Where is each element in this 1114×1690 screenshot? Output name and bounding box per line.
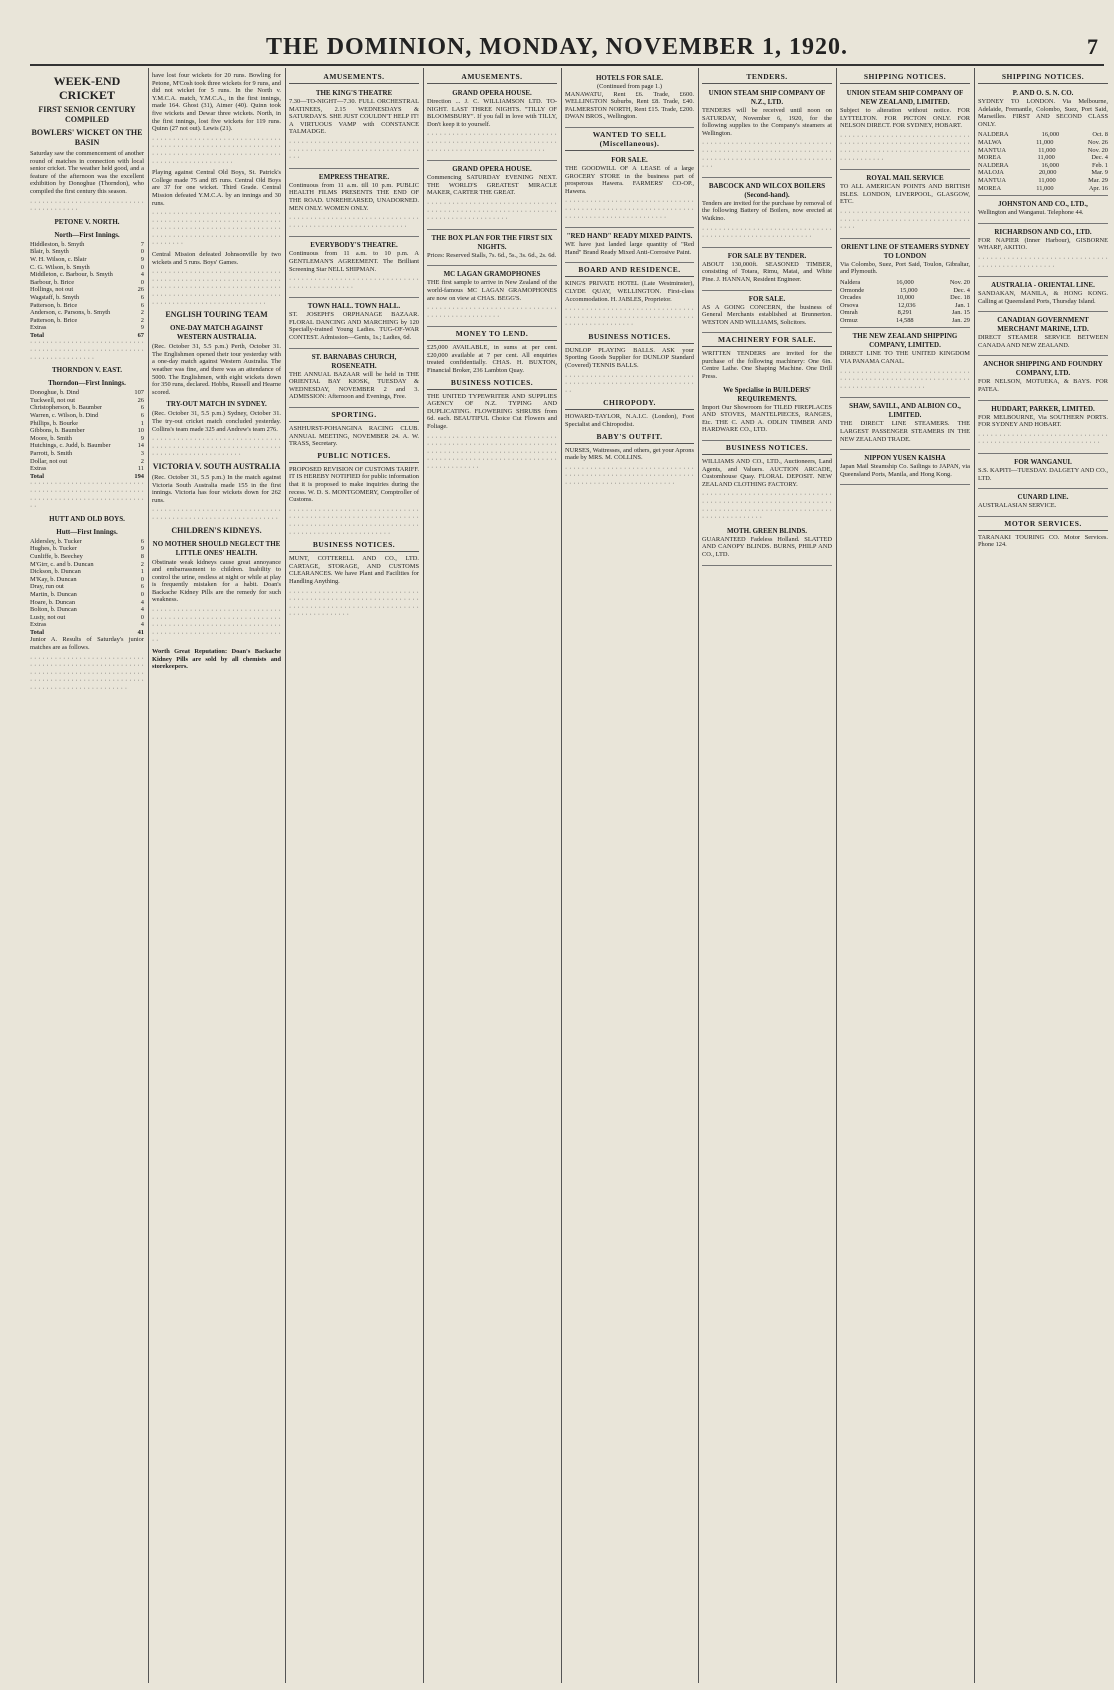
column-rule — [836, 68, 837, 1683]
article-filler: · · · · · · · · · · · · · · · · · · · · · · · · · · · · · · · · · · · · · · · · · · · · · · · · · · · · · · · · · · · · · · · · · · · · · · · · · · · · · · · · · · · · · · · · · · · · · · · · · · · · · · · · · · · · · · · · · · · · · · — [289, 506, 419, 537]
score-row: Extras 4 — [30, 621, 144, 629]
score-row: Anderson, c. Parsons, b. Smyth 2 — [30, 309, 144, 317]
section-heading-machinery: MACHINERY FOR SALE. — [702, 335, 832, 347]
article-filler: · · · · · · · · · · · · · · · · · · · · · · · · · · · · · · · · · · · · · · · · · · · · · · · · · · · · · · · · · · · · · · · · · · · · · · · · · · · · · · · · · · · · · · · · · · · · · · · · · · · · · · · · · · · · · · · · · · · · · · · · · · · · · · · · · · · · · · · · · — [427, 433, 557, 471]
headline-victoria: VICTORIA V. SOUTH AUSTRALIA — [152, 461, 281, 471]
advert-union-steam-ship: UNION STEAM SHIP COMPANY OF NEW ZEALAND, LIMITED. Subject to alteration without notice. FOR LYTTELTON. FOR PICTON ONLY. FOR NELSON DIRECT. FOR SYDNEY, HOBART. · · · · · · · · · · · · · · · · · · · · · · · · · · · · · · · · · · · · · · · · · · · · · · · · · · · · · · · · · · · · · · · · · · · · · · · · · · · · · · · · · · · · · · · · · · · · · · · · · · · · · · · · — [840, 87, 970, 170]
score-row: M'Girr, c. and b. Duncan 2 — [30, 560, 144, 568]
advert-carter-the-great: GRAND OPERA HOUSE. Commencing SATURDAY EVENING NEXT. THE WORLD'S GREATEST MIRACLE MAKER, CARTER THE GREAT. · · · · · · · · · · · · · · · · · · · · · · · · · · · · · · · · · · · · · · · · · · · · · · · · · · · · · · · · · · · · · · · · · · · · · · · · · · · · · · · · · · — [427, 163, 557, 230]
score-row: Parrott, b. Smith 3 — [30, 450, 144, 457]
section-heading-public-notices: PUBLIC NOTICES. — [289, 451, 419, 463]
innings-heading: North—First Innings. — [54, 230, 120, 239]
article-filler: · · · · · · · · · · · · · · · · · · · · · · · · · · · · · · · · · · · · · · · · · · · · · · · · · · · · · · · · · · · · · · · · — [565, 372, 694, 395]
advert-blinds: MOTH. GREEN BLINDS. GUARANTEED Fadeless Holland. SLATTED AND CANOPY BLINDS. BURNS, PHILP AND CO., LTD. — [702, 525, 832, 566]
sailing-row: Orsova 12,036 Jan. 1 — [840, 301, 970, 309]
article-body: (Rec. October 31, 5.5 p.m.) In the match against Victoria South Australia made 155 in the first innings. Victoria has four wickets down for 262 runs. — [152, 473, 281, 504]
advert-footer: Worth Great Reputation: Doan's Backache Kidney Pills are sold by all chemists and storekeepers. — [152, 648, 281, 671]
advert-anchor-shipping: ANCHOR SHIPPING AND FOUNDRY COMPANY, LTD. FOR NELSON, MOTUEKA, & BAYS. FOR PATEA. — [978, 358, 1108, 400]
section-heading-wanted: WANTED TO SELL (Miscellaneous). — [565, 130, 694, 151]
article-filler: · · · · · · · · · · · · · · · · · · · · · · · · · · · · · · · · · · · · · · · · · · · · · · · · · · · · · · · · · · · · · · · · · · · · · · · · · · · · · · · · · · · · · · · · · · · · · · · · · · · · · · · · · · · · — [289, 588, 419, 619]
score-total: Total 67 — [30, 331, 144, 339]
advert-boilers: BABCOCK AND WILCOX BOILERS (Second-hand). Tenders are invited for the purchase by removal of the following Battery of Boilers, now erected at Waikino. · · · · · · · · · · · · · · · · · · · · · · · · · · · · · · · · · · · · · · · · · · · · · · · · · · · · · · · · · · — [702, 180, 832, 248]
advert-orient-line: ORIENT LINE OF STEAMERS SYDNEY TO LONDON Via Colombo, Suez, Port Said, Toulon, Gibraltar, and Plymouth. Naldera 16,000 Nov. 20 Ormonde 15,000 Dec. 4 Orcades 10,000 Dec. 18 Orsova 12,036 Jan. 1 Omrah 8,291 Jan. 15 Ormuz 14,588 Jan. 29 — [840, 241, 970, 329]
score-row: Hollings, not out 26 — [30, 286, 144, 294]
score-row: Aldersley, b. Tucker 6 — [30, 537, 144, 545]
scorecard-petone — [30, 241, 144, 340]
masthead-rule — [30, 64, 1104, 66]
advert-johnston: JOHNSTON AND CO., LTD., Wellington and Wanganui. Telephone 44. — [978, 198, 1108, 224]
advert-kings-theatre: THE KING'S THEATRE 7.30—TO-NIGHT—7.30. FULL ORCHESTRAL MATINEES, 2.15 WEDNESDAYS & SATURDAYS. SHE JUST COULDN'T HELP IT! A VIRTUOUS VAMP with CONSTANCE TALMADGE. · · · · · · · · · · · · · · · · · · · · · · · · · · · · · · · · · · · · · · · · · · · · · · · · · · · · · · · · · · · · · · · · · — [289, 87, 419, 169]
subhead-english-team: ONE-DAY MATCH AGAINST WESTERN AUSTRALIA. — [169, 324, 264, 342]
sailing-row: Ormuz 14,588 Jan. 29 — [840, 316, 970, 324]
column-rule — [561, 68, 562, 1683]
match-heading-hutt: HUTT AND OLD BOYS. — [49, 514, 125, 523]
column-rule — [423, 68, 424, 1683]
sailing-table — [840, 279, 970, 325]
article-filler: · · · · · · · · · · · · · · · · · · · · · · · · · · · · · · · · · · · · · · · · · · · · · · · · · · · · · · · · · · · · · · · · · · · · · · · · · · · · · · · · · · · · — [152, 436, 281, 459]
advert-munt-cotterell: MUNT, COTTERELL AND CO., LTD. CARTAGE, STORAGE, AND CUSTOMS CLEARANCES. We have Plant and Facilities for Handling Anything. — [289, 555, 419, 585]
advert-chiropodist: HOWARD-TAYLOR, N.A.I.C. (London), Foot Specialist and Chiropodist. — [565, 413, 694, 429]
scorecard-thorndon — [30, 389, 144, 480]
article-filler: · · · · · · · · · · · · · · · · · · · · · · · · · · · · · · · · · · · · · · · · · · · · · · · · · · · · · · · · · · · · · · — [152, 507, 281, 522]
column-rule — [974, 68, 975, 1683]
score-row: Hoare, b. Duncan 4 — [30, 598, 144, 606]
advert-huddart-parker: HUDDART, PARKER, LIMITED. FOR MELBOURNE, Via SOUTHERN PORTS. FOR SYDNEY AND HOBART. · · · · · · · · · · · · · · · · · · · · · · · · · · · · · · · · · · · · · · · · · · · · · · · · · · · · · · · · · · · · · — [978, 403, 1108, 454]
subhead-tryout: TRY-OUT MATCH IN SYDNEY. — [166, 400, 267, 409]
subhead-kidneys: NO MOTHER SHOULD NEGLECT THE LITTLE ONES' HEALTH. — [152, 539, 281, 557]
section-heading-business: BUSINESS NOTICES. — [427, 378, 557, 390]
score-row: W. H. Wilson, c. Blair 9 — [30, 255, 144, 263]
column-4-amusements — [427, 72, 557, 1682]
score-row: Phillips, b. Bourke 1 — [30, 419, 144, 427]
article-body: (Rec. October 31, 5.5 p.m.) Perth, October 31. The Englishmen opened their tour yesterday with a one-day match against Western Australia. The weather was fine, and there was an attendance of 5000. The Englishmen, with eight wickets down for 350 runs, declared. Hobbs, Russell and Hearne scored. — [152, 343, 281, 396]
advert-town-hall: TOWN HALL. TOWN HALL. ST. JOSEPH'S ORPHANAGE BAZAAR. FLORAL DANCING AND MARCHING by 120 Specially-trained Young Ladies. TUG-OF-WAR CONTEST. Admission—Gents, 1s.; Ladies, 6d. — [289, 300, 419, 348]
column-2-cricket — [152, 72, 281, 1682]
section-heading-amusements: AMUSEMENTS. — [427, 72, 557, 84]
article-filler: · · · · · · · · · · · · · · · · · · · · · · · · · · · · · · · · · · · · · · · · · · · · · · · · · · · · · · · · · · · · · · · · · · · · · · · · · · · · · · · · · · · · · · — [30, 480, 144, 511]
innings-heading: Thorndon—First Innings. — [48, 379, 126, 388]
advert-box-plan: THE BOX PLAN FOR THE FIRST SIX NIGHTS. Prices: Reserved Stalls, 7s. 6d., 5s., 3s. 6d., 2s. 6d. — [427, 232, 557, 267]
advert-nippon-yusen: NIPPON YUSEN KAISHA Japan Mail Steamship Co. Sailings to JAPAN, via Queensland Ports, Manila, and Hong Kong. — [840, 452, 970, 485]
article-body: have lost four wickets for 20 runs. Bowling for Petone, M'Cosh took three wickets for 9 runs, and did not wicket for 5 runs. In the North v. Y.M.C.A. match, Y.M.C.A., in the first innings, made 164. Ghost (31), Aimer (40). Quinn took five wickets and Dewar three wickets. North, in the first innings, lost five wickets for 119 runs. Quinn (27 not out). Lewis (21). — [152, 72, 281, 133]
score-row: Middleton, c. Barbour, b. Smyth 4 — [30, 271, 144, 279]
headline-english-team: ENGLISH TOURING TEAM — [165, 310, 268, 320]
article-filler: · · · · · · · · · · · · · · · · · · · · · · · · · · · · · · · · · · · · · · · · · · · · · · · · · · · · · · · · · · · · · · · · · · · · · · · · · · · · · · · · · · · · · · · · · · · · · · · · · · · · · · · · · · · · · · · · · · · · · · · · · · · · · · · · · · · · · · · · — [30, 654, 144, 693]
subhead-bowlers: BOWLERS' WICKET ON THE BASIN — [31, 128, 143, 147]
score-row: Tuckwell, not out 26 — [30, 396, 144, 404]
article-filler: · · · · · · · · · · · · · · · · · · · · · · · · · · · · · · · · · · · · · · · · — [30, 198, 144, 214]
section-heading-shipping: SHIPPING NOTICES. — [978, 72, 1108, 84]
advert-builders: We Specialise in BUILDERS' REQUIREMENTS. Import Our Showroom for TILED FIREPLACES AND STOVES, MANTELPIECES, RANGES, Etc. THE C. AND A. ODLIN TIMBER AND HARDWARE CO., LTD. — [702, 384, 832, 441]
advert-st-barnabas: ST. BARNABAS CHURCH, ROSENEATH. THE ANNUAL BAZAAR will be held in THE ORIENTAL BAY KIOSK, TUESDAY & WEDNESDAY, NOVEMBER 2 and 3. ADMISSION: Afternoon and Evenings, Free. — [289, 351, 419, 408]
score-row: Hughes, b. Tucker 9 — [30, 545, 144, 553]
advert-cunard: CUNARD LINE. AUSTRALASIAN SERVICE. — [978, 491, 1108, 517]
column-5-classifieds — [565, 72, 694, 1682]
column-6-tenders — [702, 72, 832, 1682]
article-body: Playing against Central Old Boys, St. Patrick's College made 75 and 85 runs. Central Old Boys are 37 for one wicket. Third Grade. Central Mission defeated Y.M.C.A. by an innings and 30 runs. — [152, 169, 281, 207]
article-filler: · · · · · · · · · · · · · · · · · · · · · · · · · · · · · · · · · · · · · · · · · · · · · · · · · · · · · · · · · · · · · · · · · · · · · · · · · · · · · · · — [565, 306, 694, 329]
advert-everybodys-theatre: EVERYBODY'S THEATRE. Continuous from 11 a.m. to 10 p.m. A GENTLEMAN'S AGREEMENT. The Brilliant Screening Star NELL SHIPMAN. · · · · · · · · · · · · · · · · · · · · · · · · · · · · · · · · · · · · · · · · · · · · · · · — [289, 239, 419, 298]
subhead-century: FIRST SENIOR CENTURY COMPILED — [38, 105, 136, 124]
sailing-row: MANTUA 11,000 Mar. 29 — [978, 176, 1108, 184]
headline-kidneys: CHILDREN'S KIDNEYS. — [171, 525, 262, 535]
column-rule — [698, 68, 699, 1683]
advert-money-to-lend: £25,000 AVAILABLE, in sums at per cent. £20,000 available at 7 per cent. All enquiries treated confidentially. CHAS. H. BUXTON, Financial Broker, 236 Lambton Quay. — [427, 344, 557, 375]
score-row: Wagstaff, b. Smyth 6 — [30, 293, 144, 301]
advert-going-concern: FOR SALE. AS A GOING CONCERN, the business of General Merchants established at Brunnerton. WESTON AND WILLIAMS, Solicitors. — [702, 293, 832, 334]
article-filler: · · · · · · · · · · · · · · · · · · · · · · · · · · · · · · · · · · · · · · · · · · · · · · · · · · · · · · · · · · · · · · · · · · · · · · · · — [30, 339, 144, 362]
score-row: Lusty, not out 0 — [30, 613, 144, 621]
section-heading-business: BUSINESS NOTICES. — [565, 332, 694, 344]
match-heading-petone: PETONE V. NORTH. — [54, 217, 120, 226]
score-total: Total 41 — [30, 628, 144, 636]
score-row: Warren, c. Wilson, b. Dind 6 — [30, 412, 144, 420]
article-filler: · · · · · · · · · · · · · · · · · · · · · · · · · · · · · · · · · · · · · · · · · · · · · · · · · · · · · · · · · · · · · · · · · · · · · · · · · · · · · · · · · · · · · · · · · · · · · · · · · · · · · · · · · · · · · · · · · · · · · · · · · · · · · · · · · · · · · · · · · · · · · · · · · · · · · · · · — [152, 269, 281, 307]
section-heading-money: MONEY TO LEND. — [427, 329, 557, 341]
notice-customs-tariff: PROPOSED REVISION OF CUSTOMS TARIFF. IT IS HEREBY NOTIFIED for public information that it is proposed to make inquiries during the recess. W. D. S. MONTGOMERY, Comptroller of Customs. — [289, 465, 419, 504]
advert-kings-hotel: KING'S PRIVATE HOTEL (Late Westminster), CLYDE QUAY, WELLINGTON. First-class Accommodation. H. JABLES, Proprietor. — [565, 280, 694, 303]
section-heading-business: BUSINESS NOTICES. — [289, 540, 419, 552]
sailing-row: MANTUA 11,000 Nov. 20 — [978, 146, 1108, 154]
article-filler: · · · · · · · · · · · · · · · · · · · · · · · · · · · · · · · · · · · · · · · · · · · · · · · · · · · · · · · · · · · · · · · · · · · · · · · · · · · · · · · · · · · · · · · · · · · · · · · · · · · · · · · · · · · · · · · · · · · · · · · · · · · · · · · · · · · · — [152, 210, 281, 248]
sailing-table — [978, 131, 1108, 192]
advert-nz-shipping: THE NEW ZEALAND SHIPPING COMPANY, LIMITED. DIRECT LINE TO THE UNITED KINGDOM VIA PANAMA CANAL. · · · · · · · · · · · · · · · · · · · · · · · · · · · · · · · · · · · · · · · · · · · · · · · · · · · · · · · · · · · · · · · · · · · · · · · · · · · · · · · · · · · — [840, 330, 970, 398]
advert-empress-theatre: EMPRESS THEATRE. Continuous from 11 a.m. till 10 p.m. PUBLIC HEALTH FILMS PRESENTS THE END OF THE ROAD. UNREHEARSED, UNADORNED. MEN ONLY. WOMEN ONLY. · · · · · · · · · · · · · · · · · · · · · · · · · · · · · · · · · · · · · · · · · · · · · · · · · · · · · · · · · · · · — [289, 171, 419, 238]
advert-typewriter-agency: THE UNITED TYPEWRITER AND SUPPLIES AGENCY OF N.Z. TYPING AND DUPLICATING. FLOWERING SHRUBS from 6d. each. BEAUTIFUL Choice Cut Flowers and Foliage. — [427, 392, 557, 431]
sailing-row: MOREA 11,000 Apr. 16 — [978, 184, 1108, 192]
article-body: (Rec. October 31, 5.5 p.m.) Sydney, October 31. The try-out cricket match concluded yesterday. Collins's team made 325 and Andrew's team 276. — [152, 410, 281, 433]
column-7-shipping — [840, 72, 970, 1682]
scorecard-hutt — [30, 538, 144, 637]
advert-aprons: NURSES, Waitresses, and others, get your Aprons made by MRS. M. COLLINS. — [565, 446, 694, 462]
sailing-row: MALWA 11,000 Nov. 26 — [978, 138, 1108, 146]
section-heading-business: BUSINESS NOTICES. — [702, 443, 832, 455]
score-row: Bolton, b. Duncan 4 — [30, 606, 144, 614]
advert-williams-co: WILLIAMS AND CO., LTD., Auctioneers, Land Agents, and Valuers. AUCTION ARCADE, Customhouse Quay. FLORAL DEPOSIT. NEW ZEALAND CLOTHING FACTORY. — [702, 458, 832, 488]
sailing-row: Naldera 16,000 Nov. 20 — [840, 278, 970, 286]
score-row: Gibbons, b. Baumber 10 — [30, 427, 144, 435]
advert-wanganui: FOR WANGANUI. S.S. KAPITI—TUESDAY. DALGETY AND CO., LTD. — [978, 456, 1108, 489]
section-heading-tenders: TENDERS. — [702, 72, 832, 84]
page-number: 7 — [1087, 34, 1098, 59]
masthead — [0, 0, 1114, 66]
score-total: Total 194 — [30, 472, 144, 480]
score-row: Hiddleston, b. Smyth 7 — [30, 240, 144, 248]
section-heading-shipping: SHIPPING NOTICES. — [840, 72, 970, 84]
score-row: Extras 9 — [30, 324, 144, 332]
advert-body: Obstinate weak kidneys cause great annoyance and embarrassment to children. Inability to control the urine, restless at night or while at play is frequently mistaken for a habit. Doan's Backache Kidney Pills are the remedy for such weakness. — [152, 558, 281, 604]
sailing-row: NALDERA 16,000 Oct. 8 — [978, 131, 1108, 139]
advert-grand-opera-house: GRAND OPERA HOUSE. Direction ... J. C. WILLIAMSON LTD. TO-NIGHT. LAST THREE NIGHTS. "TILLY OF BLOOMSBURY". If you fall in love with TILLY, Don't keep it to yourself. · · · · · · · · · · · · · · · · · · · · · · · · · · · · · · · · · · · · · · · · · · · · · · · · · · · · · · · · · · · · · · · · · · · · · · · · · · · · · · · · · · · · · · · · · · · — [427, 87, 557, 161]
score-row: Dollar, not out 2 — [30, 457, 144, 465]
section-heading-chiropody: CHIROPODY. — [565, 398, 694, 410]
score-row: Christopherson, b. Baumber 6 — [30, 404, 144, 412]
advert-gramophones: MC LAGAN GRAMOPHONES THE first sample to arrive in New Zealand of the world-famous MC LAGAN GRAMOPHONES are now on view at CHAS. BEGG'S. · · · · · · · · · · · · · · · · · · · · · · · · · · · · · · · · · · · · · · · · · · · · · · · · · — [427, 268, 557, 327]
column-rule — [148, 68, 149, 1683]
section-heading-baby: BABY'S OUTFIT. — [565, 432, 694, 444]
column-rule — [285, 68, 286, 1683]
article-filler: · · · · · · · · · · · · · · · · · · · · · · · · · · · · · · · · · · · · · · · · · · · · · · · · · · · · · · · · · · · · · · · · · · · · · · · · · · · · · · · · · · · · · · · · · · · · · · · · · · · · · · · · · · · · — [702, 491, 832, 522]
score-row: Hutchings, c. Judd, b. Baumber 14 — [30, 442, 144, 450]
advert-hotels-for-sale: HOTELS FOR SALE. (Continued from page 1.) MANAWATU, Rent £6. Trade, £600. WELLINGTON Suburbs, Rent £8. Trade, £40. PALMERSTON NORTH, Rent £15. Trade, £200. DWAN BROS., Wellington. — [565, 72, 694, 128]
advert-royal-mail: ROYAL MAIL SERVICE TO ALL AMERICAN POINTS AND BRITISH ISLES. LONDON, LIVERPOOL, GLASGOW, ETC. · · · · · · · · · · · · · · · · · · · · · · · · · · · · · · · · · · · · · · · · · · · · · · · · · · · · · · · · · · · · · · · · · · — [840, 172, 970, 239]
advert-dunlop-balls: DUNLOP PLAYING BALLS. ASK your Sporting Goods Supplier for DUNLOP Standard (Covered) TENNIS BALLS. — [565, 346, 694, 370]
score-row: Martin, b. Duncan 0 — [30, 590, 144, 598]
column-1-cricket — [30, 72, 144, 1682]
score-row: M'Kay, b. Duncan 0 — [30, 575, 144, 583]
sailing-row: MALOJA 20,000 Mar. 9 — [978, 169, 1108, 177]
headline-cricket: WEEK-END CRICKET — [53, 74, 121, 102]
section-heading-board: BOARD AND RESIDENCE. — [565, 265, 694, 277]
advert-timber-tender: FOR SALE BY TENDER. ABOUT 130,000ft. SEASONED TIMBER, consisting of Totara, Rimu, Matai, and White Pine. J. HANNAN, Resident Engineer. — [702, 250, 832, 291]
article-body: Central Mission defeated Johnsonville by two wickets and 5 runs. Boys' Games. — [152, 251, 281, 266]
column-3-amusements — [289, 72, 419, 1682]
section-heading-sporting: SPORTING. — [289, 410, 419, 422]
section-heading-amusements: AMUSEMENTS. — [289, 72, 419, 84]
score-row: Donoghue, b. Dind 107 — [30, 389, 144, 397]
advert-shaw-savill: SHAW, SAVILL, AND ALBION CO., LIMITED. THE DIRECT LINE STEAMERS. THE LARGEST PASSENGER STEAMERS IN THE NEW ZEALAND TRADE. — [840, 400, 970, 450]
column-8-shipping — [978, 72, 1108, 1682]
article-intro: Saturday saw the commencement of another round of matches in connection with local senior cricket. The weather held good, and a feature of the afternoon was the excellent exhibition by Donoghue (Thorndon), who compiled the first century this season. — [30, 150, 144, 195]
page-title: THE DOMINION, MONDAY, NOVEMBER 1, 1920. — [266, 34, 848, 60]
score-row: Moore, b. Smith 9 — [30, 434, 144, 442]
advert-p-and-o: P. AND O. S. N. CO. SYDNEY TO LONDON. Via Melbourne, Adelaide, Fremantle, Colombo, Suez, Port Said, Marseilles. FIRST AND SECOND CLASS ONLY. NALDERA 16,000 Oct. 8 MALWA 11,000 Nov. 26 MANTUA 11,000 Nov. 20 MOREA 11,000 Dec. 4 NALDERA 16,000 Feb. 1 MALOJA 20,000 Mar. 9 MANTUA 11,000 Mar. 29 MOREA 11,000 Apr. 16 — [978, 87, 1108, 196]
advert-richardson: RICHARDSON AND CO., LTD. FOR NAPIER (Inner Harbour), GISBORNE WHARF, AKITIO. · · · · · · · · · · · · · · · · · · · · · · · · · · · · · · · · · · · · · · · · · · · · · · · · · · — [978, 226, 1108, 277]
score-row: Cunliffe, b. Beechey 8 — [30, 552, 144, 560]
advert-machinery: WRITTEN TENDERS are invited for the purchase of the following machinery: One 6in. Centre Lathe. One Shaping Machine. One Drill Press. — [702, 350, 832, 381]
sailing-row: MOREA 11,000 Dec. 4 — [978, 154, 1108, 162]
article-filler: · · · · · · · · · · · · · · · · · · · · · · · · · · · · · · · · · · · · · · · · · · · · · · · · · · · · · · · · · · · · · · · · · · · · · · · · · · · · · · · · · · · · · · · · · · · · · · · · · · · · · · · · · · · · · · · · · — [152, 135, 281, 166]
sailing-row: Ormonde 15,000 Dec. 4 — [840, 286, 970, 294]
score-row: Dray, run out 6 — [30, 583, 144, 591]
advert-australia-oriental: AUSTRALIA - ORIENTAL LINE. SANDAKAN, MANILA, & HONG KONG. Calling at Queensland Ports, Thursday Island. — [978, 279, 1108, 312]
advert-grocery-lease: FOR SALE. THE GOODWILL OF A LEASE of a large GROCERY STORE in the business part of prosperous Hawera. FARMERS' CO-OP., Hawera. · · · · · · · · · · · · · · · · · · · · · · · · · · · · · · · · · · · · · · · · · · · · · · · · · · · · · · · · · · · · · · · · · · · · · · · · · · · · · · · · · · · · · · · — [565, 154, 694, 228]
sailing-row: NALDERA 16,000 Feb. 1 — [978, 161, 1108, 169]
article-filler: · · · · · · · · · · · · · · · · · · · · · · · · · · · · · · · · · · · · · · · · · · · · · · · · · · · · · · · · · · · · · · · · · · · · · · · · · · · · · · · · · · · · · · · · · — [565, 464, 694, 487]
score-row: Patterson, b. Brice 2 — [30, 316, 144, 324]
advert-red-hand-paints: "RED HAND" READY MIXED PAINTS. WE have just landed large quantity of "Red Hand" Brand Ready Mixed Anti-Corrosive Paint. — [565, 230, 694, 263]
advert-taranaki-touring: TARANAKI TOURING CO. Motor Services. Phone 124. — [978, 533, 1108, 549]
score-row: Patterson, b. Brice 6 — [30, 301, 144, 309]
section-heading-motor: MOTOR SERVICES. — [978, 519, 1108, 531]
advert-union-tender: UNION STEAM SHIP COMPANY OF N.Z., LTD. TENDERS will be received until noon on SATURDAY, November 6, 1920, for the following supplies to the Company's steamers at Wellington. · · · · · · · · · · · · · · · · · · · · · · · · · · · · · · · · · · · · · · · · · · · · · · · · · · · · · · · · · · · · · · · · · · · · · · · · · · · · · · · · · · · · · · · · · · · · · · · · — [702, 87, 832, 178]
score-row: C. G. Wilson, b. Smyth 0 — [30, 263, 144, 271]
sailing-row: Orcades 10,000 Dec. 18 — [840, 294, 970, 302]
score-row: Blair, b. Smyth 0 — [30, 248, 144, 256]
score-row: Dickson, b. Duncan 1 — [30, 568, 144, 576]
article-filler: · · · · · · · · · · · · · · · · · · · · · · · · · · · · · · · · · · · · · · · · · · · · · · · · · · · · · · · · · · · · · · · · · · · · · · · · · · · · · · · · · · · · · · · · · · · · · · · · · · · · · · · · · · · · · · · · · · · · · · · · · · · · · · — [152, 607, 281, 645]
advert-canadian-marine: CANADIAN GOVERNMENT MERCHANT MARINE, LTD. DIRECT STEAMER SERVICE BETWEEN CANADA AND NEW ZEALAND. — [978, 314, 1108, 356]
innings-heading: Hutt—First Innings. — [56, 527, 118, 536]
score-row: Extras 11 — [30, 465, 144, 473]
article-closing: Junior A. Results of Saturday's junior matches are as follows. — [30, 636, 144, 652]
score-row: Barbour, b. Brice 0 — [30, 278, 144, 286]
match-heading-thorndon: THORNDON V. EAST. — [51, 366, 123, 375]
advert-racing-club: ASHHURST-POHANGINA RACING CLUB. ANNUAL MEETING, NOVEMBER 24. A. W. TRASS, Secretary. — [289, 425, 419, 448]
sailing-row: Omrah 8,291 Jan. 15 — [840, 309, 970, 317]
